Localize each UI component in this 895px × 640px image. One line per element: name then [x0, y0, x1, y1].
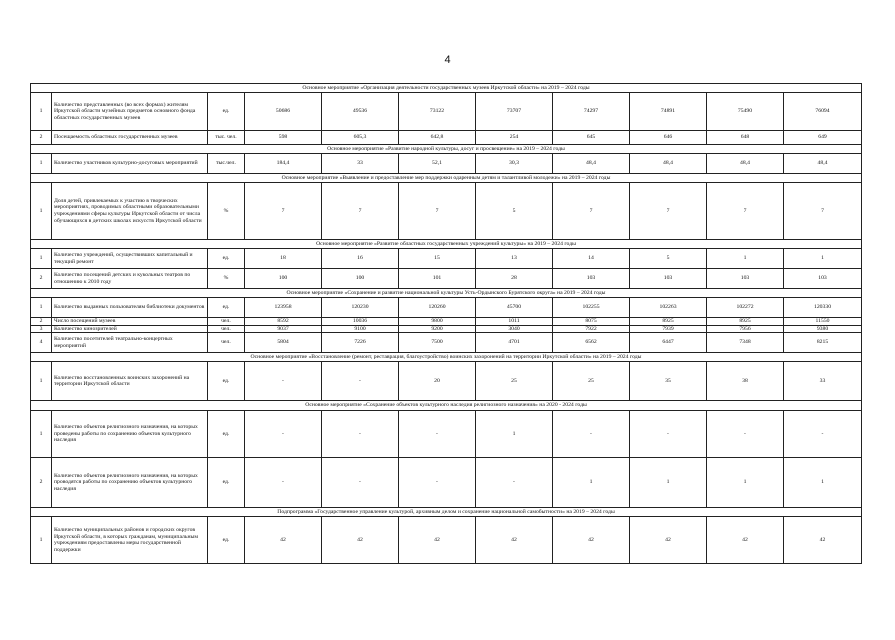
- table-row: [31, 249, 862, 269]
- unit-cell: чел.: [208, 333, 245, 353]
- value-cell: 38: [707, 362, 784, 401]
- row-number: 1: [31, 298, 52, 318]
- value-cell: 20: [399, 362, 476, 401]
- value-cell: 33: [784, 362, 862, 401]
- indicator-name: Доля детей, привлекаемых к участию в творческих мероприятиях, проводимых областными образовательными учреждениями сферы культуры Иркутской области от числа обучающихся в детских школах искусств Иркутской области: [52, 183, 208, 240]
- value-cell: 9100: [322, 325, 399, 333]
- value-cell: 25: [553, 362, 630, 401]
- value-cell: -: [630, 411, 707, 458]
- value-cell: 6447: [630, 333, 707, 353]
- value-cell: 1: [784, 249, 862, 269]
- row-number: 2: [31, 458, 52, 508]
- unit-cell: чел.: [208, 325, 245, 333]
- table-row: [31, 298, 862, 318]
- value-cell: 48,4: [784, 154, 862, 174]
- value-cell: 16: [322, 249, 399, 269]
- value-cell: 646: [630, 131, 707, 145]
- value-cell: 75490: [707, 93, 784, 131]
- value-cell: 49536: [322, 93, 399, 131]
- value-cell: 8215: [784, 333, 862, 353]
- indicator-name: Количество учреждений, осуществивших капитальный и текущий ремонт: [52, 249, 208, 269]
- row-number: 2: [31, 269, 52, 289]
- value-cell: -: [784, 411, 862, 458]
- value-cell: 73122: [399, 93, 476, 131]
- value-cell: 648: [707, 131, 784, 145]
- value-cell: 1: [553, 458, 630, 508]
- row-number: 1: [31, 517, 52, 564]
- indicator-name: Количество посетителей театрально-концертных мероприятий: [52, 333, 208, 353]
- value-cell: 25: [476, 362, 553, 401]
- value-cell: -: [245, 458, 322, 508]
- value-cell: 33: [322, 154, 399, 174]
- value-cell: 1: [784, 458, 862, 508]
- indicator-name: Количество кинозрителей: [52, 325, 208, 333]
- value-cell: -: [476, 458, 553, 508]
- row-number: 1: [31, 154, 52, 174]
- section-row: [31, 353, 862, 362]
- value-cell: 5: [476, 183, 553, 240]
- value-cell: 42: [784, 517, 862, 564]
- value-cell: 123958: [245, 298, 322, 318]
- value-cell: 7: [707, 183, 784, 240]
- value-cell: 8592: [245, 318, 322, 326]
- value-cell: 48,4: [707, 154, 784, 174]
- table-row: [31, 318, 862, 326]
- unit-cell: чел.: [208, 318, 245, 326]
- unit-cell: ед.: [208, 93, 245, 131]
- value-cell: 9800: [399, 318, 476, 326]
- section-row: [31, 508, 862, 517]
- value-cell: 76094: [784, 93, 862, 131]
- value-cell: 101: [399, 269, 476, 289]
- table-row: [31, 131, 862, 145]
- value-cell: 7956: [707, 325, 784, 333]
- indicator-name: Количество муниципальных районов и городских округов Иркутской области, в которых гражданам, муниципальным учреждениям предоставлены меры государственной поддержки: [52, 517, 208, 564]
- unit-cell: %: [208, 183, 245, 240]
- value-cell: 645: [553, 131, 630, 145]
- value-cell: 28: [476, 269, 553, 289]
- value-cell: 7226: [322, 333, 399, 353]
- table-row: [31, 333, 862, 353]
- unit-cell: ед.: [208, 362, 245, 401]
- value-cell: -: [707, 411, 784, 458]
- value-cell: -: [399, 411, 476, 458]
- value-cell: 120330: [784, 298, 862, 318]
- value-cell: 10036: [322, 318, 399, 326]
- value-cell: 15: [399, 249, 476, 269]
- section-title: Основное мероприятие «Развитие областных государственных учреждений культуры» на 2019 – 2024 годы: [31, 240, 862, 249]
- value-cell: 42: [630, 517, 707, 564]
- value-cell: 649: [784, 131, 862, 145]
- table-row: [31, 517, 862, 564]
- row-number: 1: [31, 93, 52, 131]
- value-cell: 1: [707, 249, 784, 269]
- value-cell: 42: [245, 517, 322, 564]
- value-cell: 7500: [399, 333, 476, 353]
- indicator-name: Посещаемость областных государственных музеев: [52, 131, 208, 145]
- value-cell: 9037: [245, 325, 322, 333]
- value-cell: -: [322, 458, 399, 508]
- value-cell: 605,3: [322, 131, 399, 145]
- table-row: [31, 269, 862, 289]
- row-number: 2: [31, 131, 52, 145]
- value-cell: 42: [399, 517, 476, 564]
- value-cell: -: [553, 411, 630, 458]
- table-row: [31, 93, 862, 131]
- value-cell: 1: [707, 458, 784, 508]
- section-title: Подпрограмма «Государственное управление культурой, архивным делом и сохранение национальной самобытности» на 2019 – 2024 годы: [31, 508, 862, 517]
- indicator-name: Количество участников культурно-досуговых мероприятий: [52, 154, 208, 174]
- indicator-name: Количество представленных (во всех формах) жителям Иркутской области музейных предметов основного фонда областных государственных музеев: [52, 93, 208, 131]
- value-cell: 103: [553, 269, 630, 289]
- unit-cell: %: [208, 269, 245, 289]
- value-cell: 254: [476, 131, 553, 145]
- value-cell: 7922: [553, 325, 630, 333]
- value-cell: 7348: [707, 333, 784, 353]
- value-cell: 48,4: [630, 154, 707, 174]
- value-cell: 8925: [630, 318, 707, 326]
- value-cell: 7: [784, 183, 862, 240]
- value-cell: -: [322, 411, 399, 458]
- indicator-name: Количество выданных пользователям библиотеки документов: [52, 298, 208, 318]
- section-row: [31, 145, 862, 154]
- section-row: [31, 84, 862, 93]
- section-title: Основное мероприятие «Восстановление (ремонт, реставрация, благоустройство) воинских захоронений на территории Иркутской области» на 2019 – 2024 годы: [31, 353, 862, 362]
- table-row: [31, 183, 862, 240]
- value-cell: 5: [630, 249, 707, 269]
- value-cell: 5804: [245, 333, 322, 353]
- section-row: [31, 289, 862, 298]
- value-cell: 9380: [784, 325, 862, 333]
- value-cell: 103: [630, 269, 707, 289]
- value-cell: 102263: [630, 298, 707, 318]
- row-number: 2: [31, 318, 52, 326]
- row-number: 1: [31, 362, 52, 401]
- value-cell: 184,4: [245, 154, 322, 174]
- value-cell: 74297: [553, 93, 630, 131]
- indicator-name: Количество объектов религиозного назначения, на которых проведены работы по сохранению объектов культурного наследия: [52, 411, 208, 458]
- value-cell: -: [399, 458, 476, 508]
- value-cell: 42: [553, 517, 630, 564]
- value-cell: 8925: [707, 318, 784, 326]
- indicator-name: Количество объектов религиозного назначения, на которых проводятся работы по сохранению объектов культурного наследия: [52, 458, 208, 508]
- unit-cell: ед.: [208, 298, 245, 318]
- section-row: [31, 174, 862, 183]
- value-cell: 42: [322, 517, 399, 564]
- row-number: 1: [31, 249, 52, 269]
- value-cell: 100: [245, 269, 322, 289]
- table-row: [31, 362, 862, 401]
- row-number: 4: [31, 333, 52, 353]
- table-row: [31, 325, 862, 333]
- table-row: [31, 154, 862, 174]
- value-cell: 1: [630, 458, 707, 508]
- indicator-name: Количество посещений детских и кукольных театров по отношению к 2010 году: [52, 269, 208, 289]
- value-cell: 8075: [553, 318, 630, 326]
- value-cell: 103: [784, 269, 862, 289]
- value-cell: 30,3: [476, 154, 553, 174]
- value-cell: 7939: [630, 325, 707, 333]
- value-cell: 120260: [399, 298, 476, 318]
- section-row: [31, 401, 862, 411]
- value-cell: 100: [322, 269, 399, 289]
- unit-cell: ед.: [208, 458, 245, 508]
- table-row: [31, 411, 862, 458]
- indicators-table: [30, 83, 862, 564]
- value-cell: 3040: [476, 325, 553, 333]
- indicator-name: Количество восстановленных воинских захоронений на территории Иркутской области: [52, 362, 208, 401]
- value-cell: 74891: [630, 93, 707, 131]
- value-cell: 11550: [784, 318, 862, 326]
- value-cell: -: [322, 362, 399, 401]
- unit-cell: ед.: [208, 517, 245, 564]
- value-cell: 7: [630, 183, 707, 240]
- value-cell: 102272: [707, 298, 784, 318]
- value-cell: 7: [245, 183, 322, 240]
- value-cell: 42: [476, 517, 553, 564]
- value-cell: 6562: [553, 333, 630, 353]
- value-cell: 73707: [476, 93, 553, 131]
- indicator-name: Число посещений музеев: [52, 318, 208, 326]
- value-cell: 103: [707, 269, 784, 289]
- section-row: [31, 240, 862, 249]
- value-cell: 50686: [245, 93, 322, 131]
- value-cell: 598: [245, 131, 322, 145]
- value-cell: 45700: [476, 298, 553, 318]
- value-cell: 4701: [476, 333, 553, 353]
- section-title: Основное мероприятие «Сохранение объектов культурного наследия религиозного назначения» на 2020 - 2024 годы: [31, 401, 862, 411]
- value-cell: 14: [553, 249, 630, 269]
- row-number: 1: [31, 411, 52, 458]
- table-body: [31, 84, 862, 564]
- value-cell: 642,8: [399, 131, 476, 145]
- value-cell: -: [245, 411, 322, 458]
- section-title: Основное мероприятие «Сохранение и развитие национальной культуры Усть-Ордынского Бурятского округа» на 2019 – 2024 годы: [31, 289, 862, 298]
- value-cell: 7: [322, 183, 399, 240]
- table-row: [31, 458, 862, 508]
- value-cell: 9200: [399, 325, 476, 333]
- row-number: 3: [31, 325, 52, 333]
- value-cell: 42: [707, 517, 784, 564]
- value-cell: -: [245, 362, 322, 401]
- unit-cell: тыс. чел.: [208, 131, 245, 145]
- value-cell: 48,4: [553, 154, 630, 174]
- value-cell: 7: [553, 183, 630, 240]
- value-cell: 102255: [553, 298, 630, 318]
- value-cell: 13: [476, 249, 553, 269]
- section-title: Основное мероприятие «Развитие народной культуры, досуг и просвещение» на 2019 – 2024 годы: [31, 145, 862, 154]
- page-number: 4: [444, 54, 451, 66]
- row-number: 1: [31, 183, 52, 240]
- unit-cell: тыс.чел.: [208, 154, 245, 174]
- unit-cell: ед.: [208, 249, 245, 269]
- unit-cell: ед.: [208, 411, 245, 458]
- section-title: Основное мероприятие «Организация деятельности государственных музеев Иркутской области» на 2019 – 2024 годы: [31, 84, 862, 93]
- value-cell: 1011: [476, 318, 553, 326]
- value-cell: 52,1: [399, 154, 476, 174]
- value-cell: 1: [476, 411, 553, 458]
- section-title: Основное мероприятие «Выявление и предоставление мер поддержки одаренным детям и талантливой молодежи» на 2019 – 2024 годы: [31, 174, 862, 183]
- value-cell: 18: [245, 249, 322, 269]
- value-cell: 35: [630, 362, 707, 401]
- value-cell: 7: [399, 183, 476, 240]
- value-cell: 120230: [322, 298, 399, 318]
